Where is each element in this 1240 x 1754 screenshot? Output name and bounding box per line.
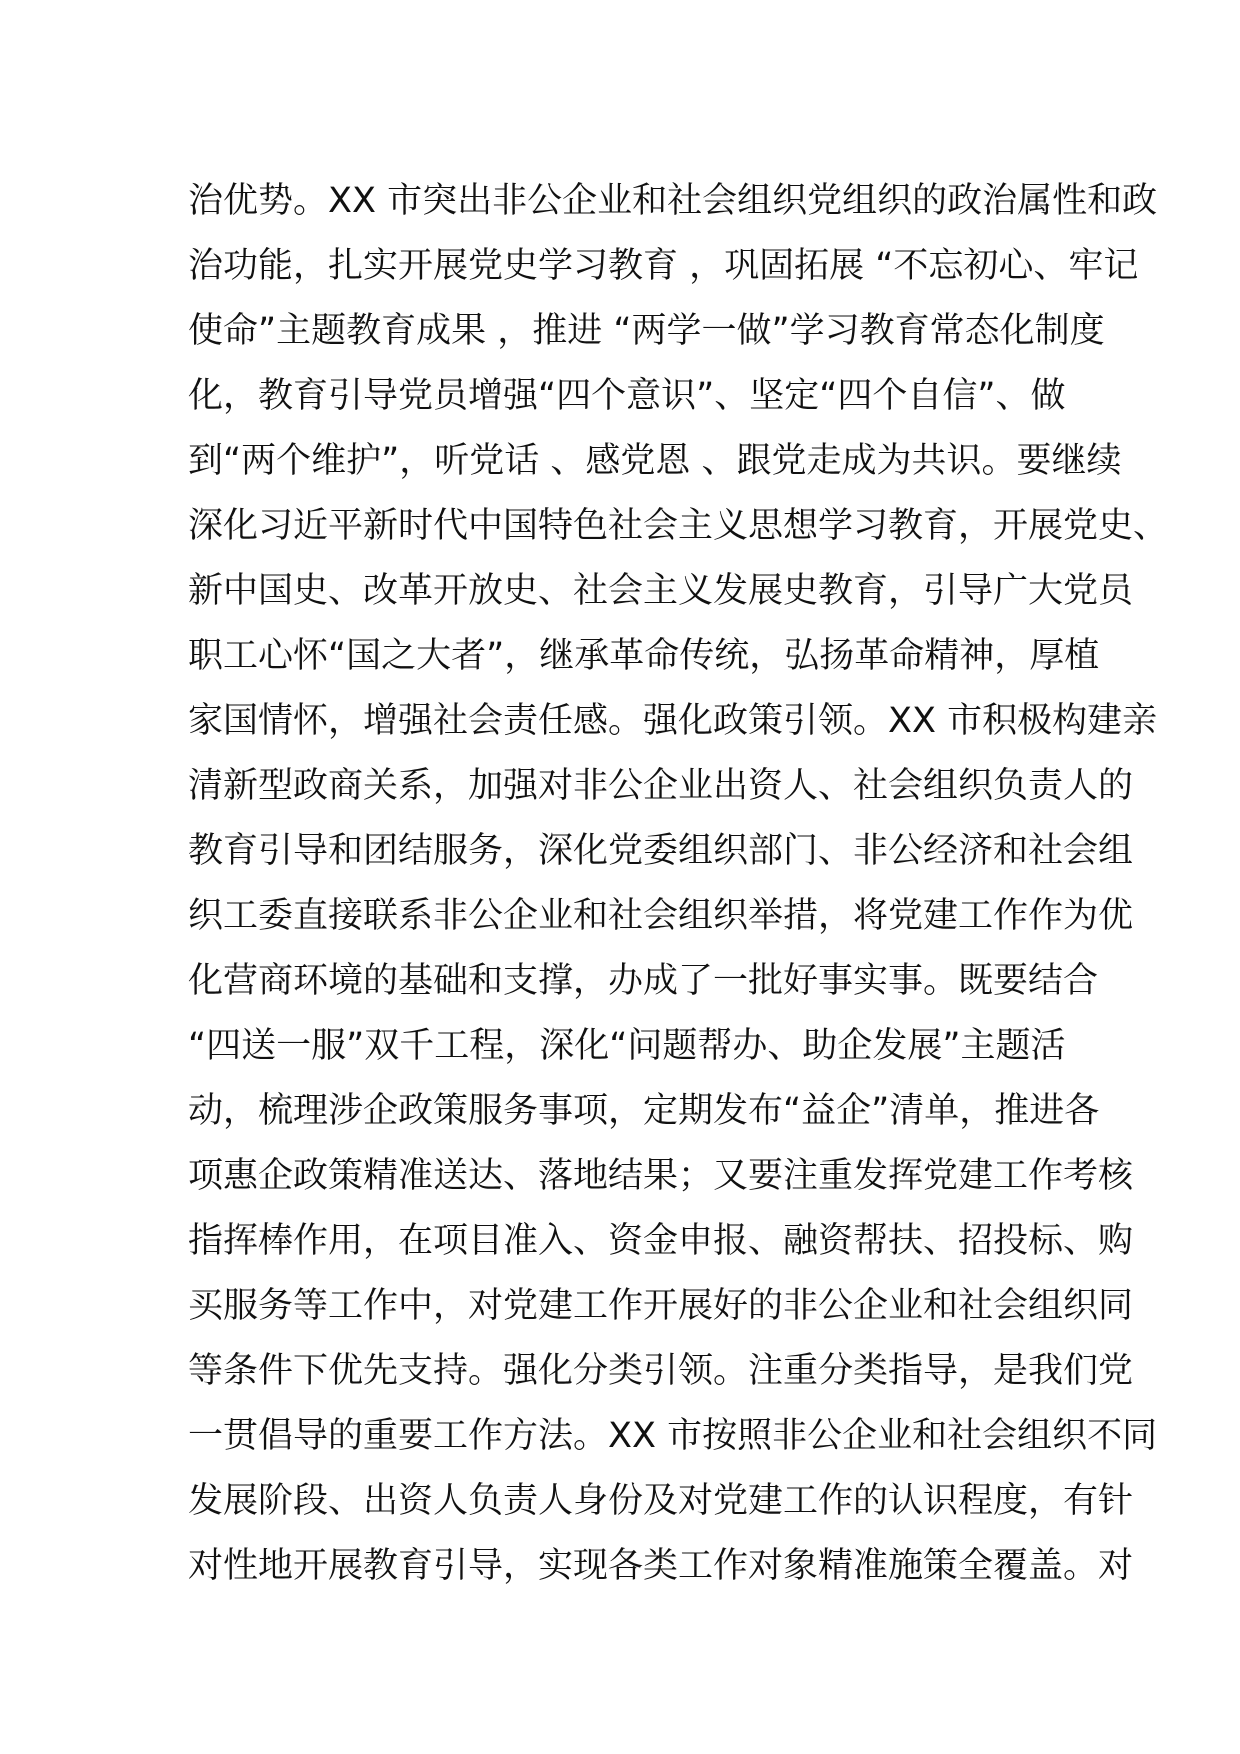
text-line: 到“两个维护”，听党话 、感党恩 、跟党走成为共识。要继续 bbox=[188, 441, 1122, 481]
text-line: 指挥棒作用，在项目准入、资金申报、融资帮扶、招投标、购 bbox=[188, 1221, 1134, 1261]
text-line: 家国情怀，增强社会责任感。强化政策引领。XX 市积极构建亲 bbox=[188, 701, 1158, 741]
text-line: 化，教育引导党员增强“四个意识”、坚定“四个自信”、做 bbox=[188, 376, 1066, 416]
text-line: 织工委直接联系非公企业和社会组织举措，将党建工作作为优 bbox=[188, 896, 1134, 936]
body-text bbox=[188, 169, 1169, 1599]
text-line: “四送一服”双千工程，深化“问题帮办、助企发展”主题活 bbox=[188, 1026, 1066, 1066]
text-line: 化营商环境的基础和支撑，办成了一批好事实事。既要结合 bbox=[188, 961, 1099, 1001]
text-line: 职工心怀“国之大者”，继承革命传统，弘扬革命精神，厚植 bbox=[188, 636, 1100, 676]
text-line: 对性地开展教育引导，实现各类工作对象精准施策全覆盖。对 bbox=[188, 1546, 1134, 1586]
text-line: 项惠企政策精准送达、落地结果；又要注重发挥党建工作考核 bbox=[188, 1156, 1134, 1196]
text-line: 使命”主题教育成果 ，推进 “两学一做”学习教育常态化制度 bbox=[188, 311, 1105, 351]
text-line: 清新型政商关系，加强对非公企业出资人、社会组织负责人的 bbox=[188, 766, 1134, 806]
text-line: 治功能，扎实开展党史学习教育 ，巩固拓展 “不忘初心、牢记 bbox=[188, 246, 1139, 286]
text-line: 动，梳理涉企政策服务事项，定期发布“益企”清单，推进各 bbox=[188, 1091, 1100, 1131]
text-line: 一贯倡导的重要工作方法。XX 市按照非公企业和社会组织不同 bbox=[188, 1416, 1158, 1456]
text-line: 教育引导和团结服务，深化党委组织部门、非公经济和社会组 bbox=[188, 831, 1134, 871]
text-line: 深化习近平新时代中国特色社会主义思想学习教育，开展党史、 bbox=[188, 506, 1169, 546]
text-line: 发展阶段、出资人负责人身份及对党建工作的认识程度，有针 bbox=[188, 1481, 1134, 1521]
text-line: 等条件下优先支持。强化分类引领。注重分类指导，是我们党 bbox=[188, 1351, 1134, 1391]
text-line: 新中国史、改革开放史、社会主义发展史教育，引导广大党员 bbox=[188, 571, 1134, 611]
text-line: 买服务等工作中，对党建工作开展好的非公企业和社会组织同 bbox=[188, 1286, 1134, 1326]
text-line: 治优势。XX 市突出非公企业和社会组织党组织的政治属性和政 bbox=[188, 181, 1158, 221]
